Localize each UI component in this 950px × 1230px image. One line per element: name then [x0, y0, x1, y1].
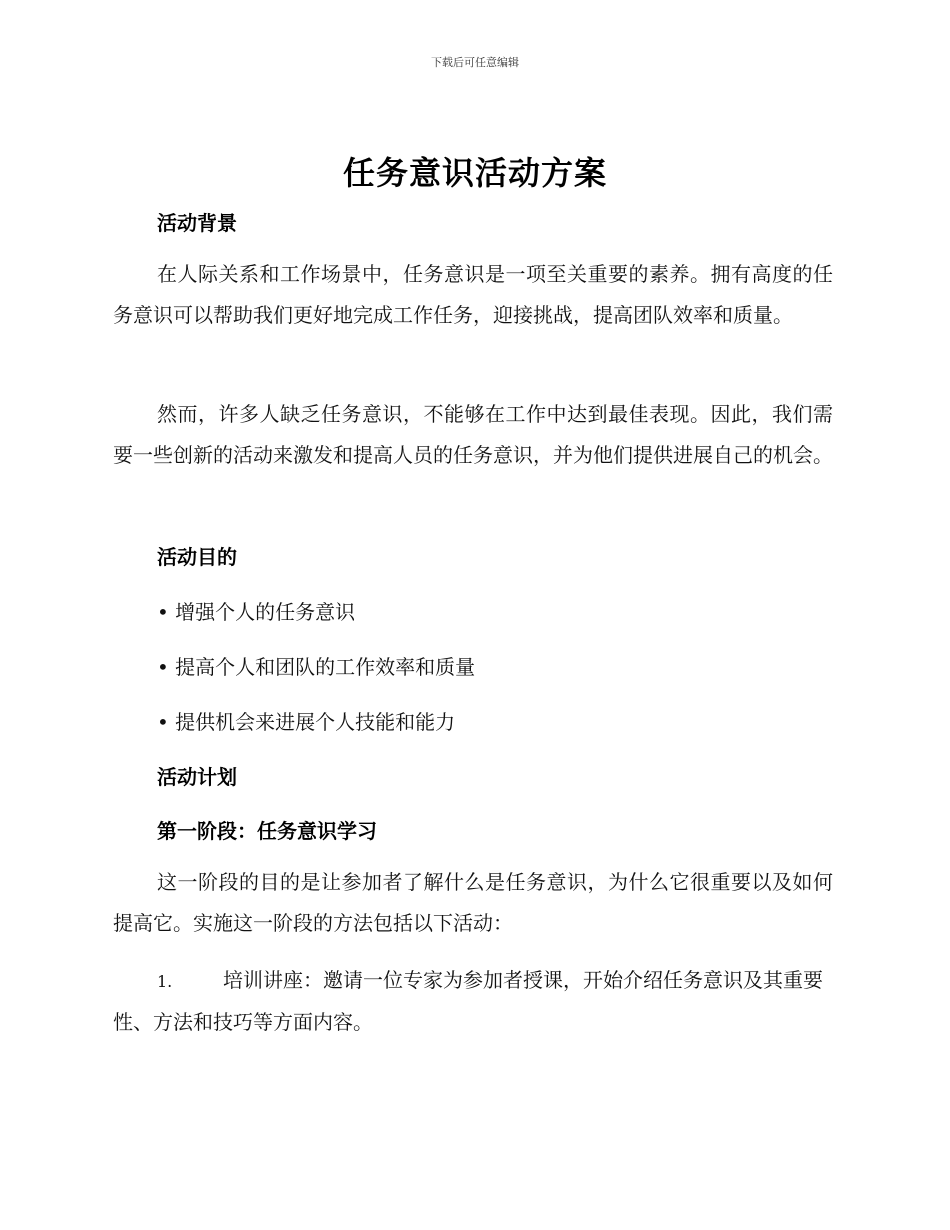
- header-note: 下载后可任意编辑: [431, 56, 519, 69]
- list-item-text: 培训讲座：邀请一位专家为参加者授课，开始介绍任务意识及其重要性、方法和技巧等方面内容。: [113, 968, 823, 1034]
- section-heading-purpose: 活动目的: [157, 545, 237, 569]
- list-item-number: 1.: [157, 972, 173, 991]
- paragraph-background-1: 在人际关系和工作场景中，任务意识是一项至关重要的素养。拥有高度的任务意识可以帮助我们更好地完成工作任务，迎接挑战，提高团队效率和质量。: [113, 262, 833, 327]
- section-heading-phase1: 第一阶段：任务意识学习: [157, 819, 377, 843]
- purpose-item: • 增强个人的任务意识: [157, 600, 356, 624]
- purpose-item: • 提供机会来进展个人技能和能力: [157, 710, 456, 734]
- section-heading-background: 活动背景: [157, 211, 237, 235]
- document-title: 任务意识活动方案: [342, 154, 607, 192]
- numbered-list-item: [113, 960, 833, 1043]
- purpose-item: • 提高个人和团队的工作效率和质量: [157, 655, 476, 679]
- paragraph-background-2: 然而，许多人缺乏任务意识，不能够在工作中达到最佳表现。因此，我们需要一些创新的活动来激发和提高人员的任务意识，并为他们提供进展自己的机会。: [113, 402, 833, 467]
- section-heading-plan: 活动计划: [157, 765, 237, 789]
- paragraph-phase1: 这一阶段的目的是让参加者了解什么是任务意识，为什么它很重要以及如何提高它。实施这一阶段的方法包括以下活动：: [113, 870, 833, 935]
